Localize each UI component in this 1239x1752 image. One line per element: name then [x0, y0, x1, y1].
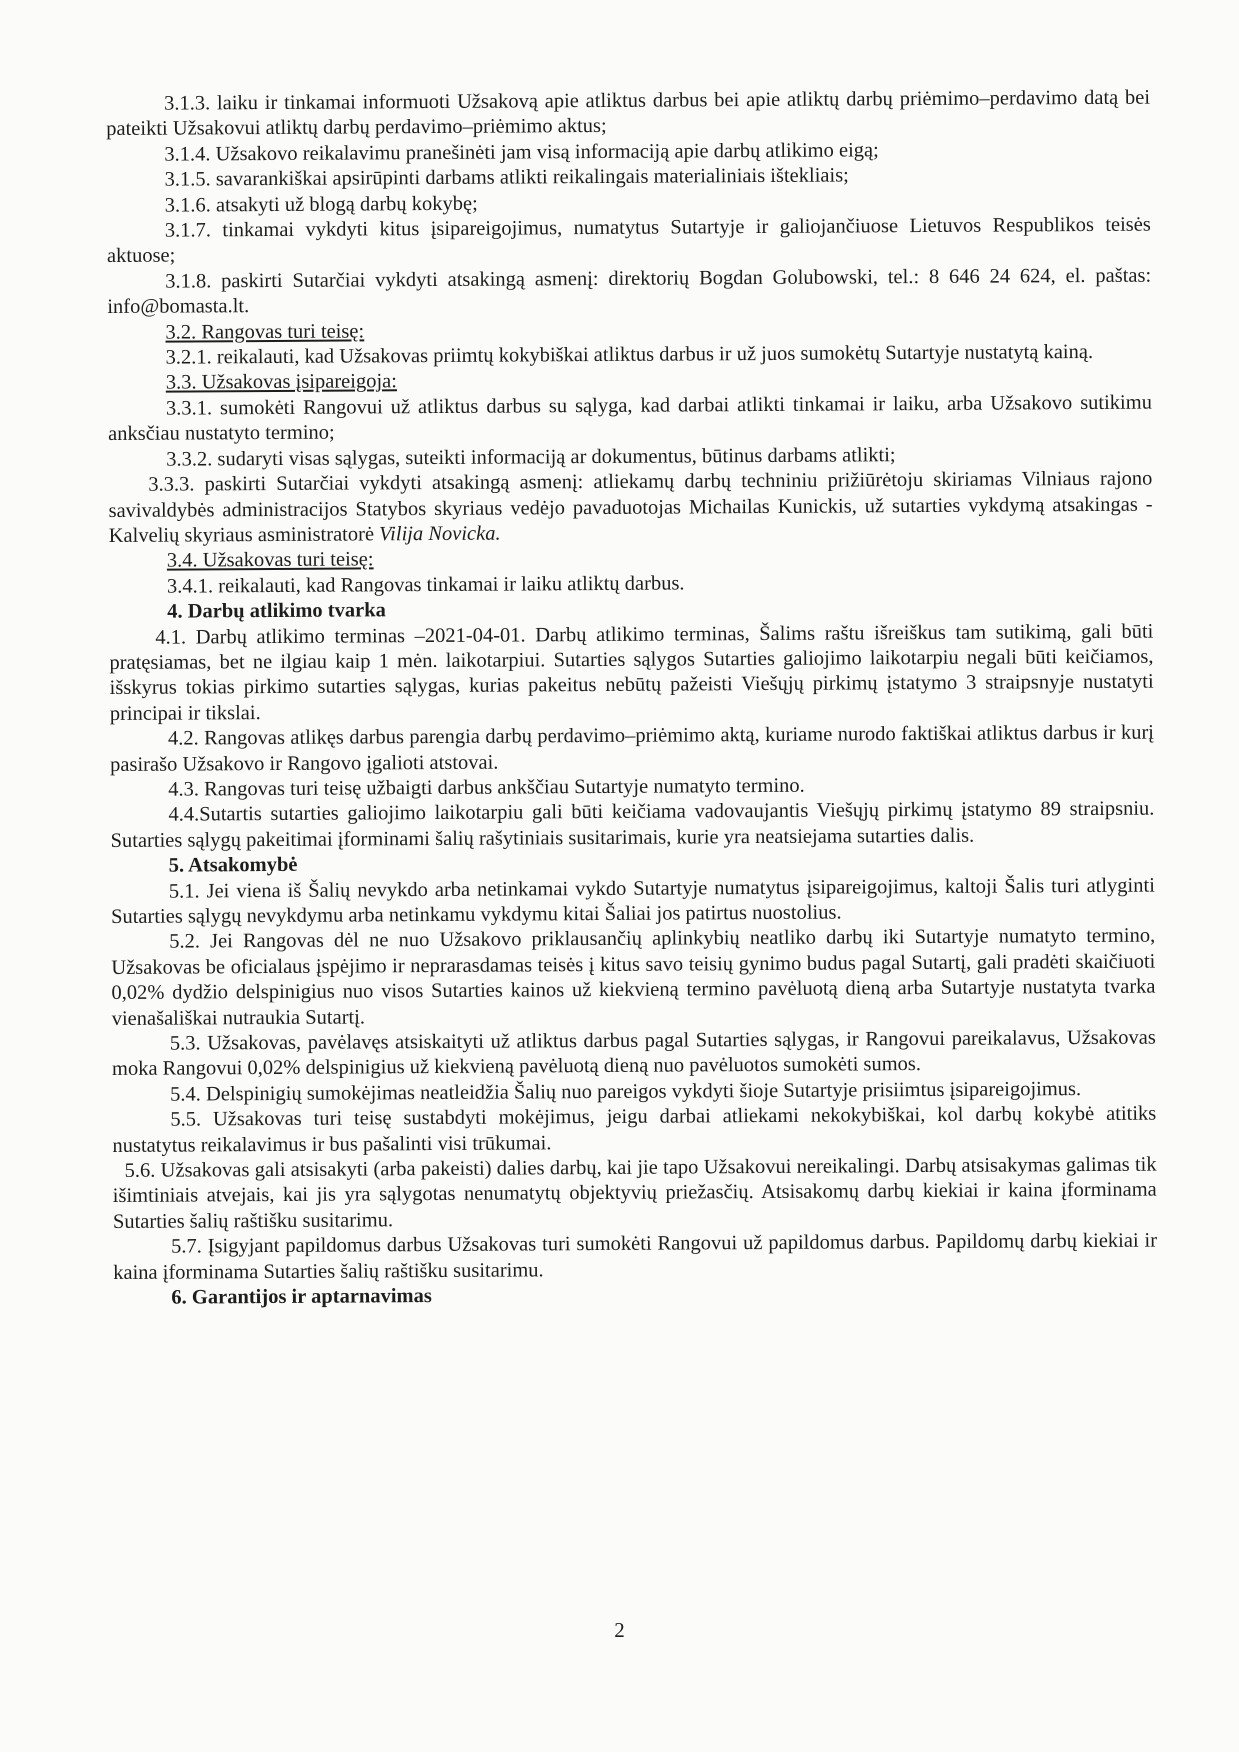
administrator-name: Vilija Novicka. — [379, 522, 501, 546]
clause-4-4: 4.4.Sutartis sutarties galiojimo laikotarpiu gali būti keičiama vadovaujantis Viešųjų pirkimų įstatymo 89 straipsniu. Sutarties sąlygų pakeitimai įforminami šalių rašytiniais susitarimais, kurie yra neatsiejama sutarties dalis. — [110, 797, 1155, 852]
clause-3-1-7: 3.1.7. tinkamai vykdyti kitus įsipareigojimus, numatytus Sutartyje ir galiojančiuose Lietuvos Respublikos teisės aktuose; — [106, 213, 1151, 268]
clause-3-3-2: 3.3.2. sudaryti visas sąlygas, suteikti informaciją ar dokumentus, būtinus darbams atlikti; — [166, 443, 896, 471]
clause-5-3: 5.3. Užsakovas, pavėlavęs atsiskaityti už atliktus darbus pagal Sutarties sąlygas, ir Rangovui pareikalavus, Užsakovas moka Rangovui 0,02% delspinigius už kiekvieną pavėluotą dieną nuo pavėluotos sumokėti sumos. — [111, 1026, 1156, 1081]
clause-5-1: 5.1. Jei viena iš Šalių nevykdo arba netinkamai vykdo Sutartyje numatytus įsipareigojimus, kaltoji Šalis turi atlyginti Sutarties sąlygų nevykdymu arba netinkamu vykdymu kitai Šaliai jos patirtus nuostolius. — [110, 874, 1155, 928]
clause-4-1: 4.1. Darbų atlikimo terminas –2021-04-01. Darbų atlikimo terminas, Šalims raštu išreiškus tam sutikimą, gali būti pratęsiamas, bet ne ilgiau kaip 1 mėn. laikotarpiui. Sutarties sąlygos Sutarties galiojimo laikotarpiu negali būti keičiamos, išskyrus tokias pirkimo sutarties sąlygas, kurias pakeitus nebūtų pažeisti Viešųjų pirkimų įstatymo 3 straipsnyje nustatyti principai ir tikslai. — [109, 620, 1154, 725]
clause-3-1-8: 3.1.8. paskirti Sutarčiai vykdyti atsakingą asmenį: direktorių Bogdan Golubowski, tel.: 8 646 24 624, el. paštas: info@bomasta.lt. — [107, 264, 1152, 319]
clause-5-4: 5.4. Delspinigių sumokėjimas neatleidžia Šalių nuo pareigos vykdyti šioje Sutartyje prisiimtus įsipareigojimus. — [170, 1077, 1082, 1106]
clause-3-1-4: 3.1.4. Užsakovo reikalavimu pranešinėti jam visą informaciją apie darbų atlikimo eigą; — [164, 139, 879, 166]
section-3-2-heading: 3.2. Rangovas turi teisę: — [165, 320, 365, 344]
clause-3-1-6: 3.1.6. atsakyti už blogą darbų kokybę; — [164, 192, 478, 217]
clause-3-2-1: 3.2.1. reikalauti, kad Užsakovas priimtų kokybiškai atliktus darbus ir už juos sumokėtų Sutartyje nustatytą kainą. — [165, 341, 1094, 369]
contract-text — [106, 86, 1157, 1312]
clause-3-3-3: 3.3.3. paskirti Sutarčiai vykdyti atsakingą asmenį: atliekamų darbų techniniu prižiūrėtoju skiriamas Vilniaus rajono savivaldybės administracijos Statybos skyriaus vedėjo pavaduotojas Michailas Kunickis, už sutarties vykdymą atsakingas - Kalvelių skyriaus asministratorė Vilija Novicka. — [108, 467, 1153, 547]
clause-5-6: 5.6. Užsakovas gali atsisakyti (arba pakeisti) dalies darbų, kai jie tapo Užsakovui nereikalingi. Darbų atsisakymas galimas tik išimtiniais atvejais, kai jis yra sąlygotas nenumatytų objektyvių priežasčių. Atsisakomų darbų kiekiai ir kaina įforminama Sutarties šalių raštišku susitarimu. — [112, 1153, 1157, 1233]
clause-3-4-1: 3.4.1. reikalauti, kad Rangovas tinkamai ir laiku atliktų darbus. — [166, 572, 685, 598]
clause-4-2: 4.2. Rangovas atlikęs darbus parengia darbų perdavimo–priėmimo aktą, kuriame nurodo faktiškai atliktus darbus ir kurį pasirašo Užsakovo ir Rangovo įgalioti atstovai. — [110, 721, 1155, 776]
clause-3-3-1: 3.3.1. sumokėti Rangovui už atliktus darbus su sąlyga, kad darbai atlikti tinkamai ir laiku, arba Užsakovo sutikimu anksčiau nustatyto termino; — [108, 391, 1152, 446]
section-6-heading: 6. Garantijos ir aptarnavimas — [171, 1285, 432, 1309]
clause-4-3: 4.3. Rangovas turi teisę užbaigti darbus ankščiau Sutartyje numatyto termino. — [168, 774, 805, 801]
section-5-heading: 5. Atsakomybė — [168, 854, 298, 877]
clause-3-1-3: 3.1.3. laiku ir tinkamai informuoti Užsakovą apie atliktus darbus bei apie atliktų darbų priėmimo–perdavimo datą bei pateikti Užsakovui atliktų darbų perdavimo–priėmimo aktus; — [106, 86, 1151, 141]
clause-5-7: 5.7. Įsigyjant papildomus darbus Užsakovas turi sumokėti Rangovui už papildomus darbus. Papildomų darbų kiekiai ir kaina įforminama Sutarties šalių raštišku susitarimu. — [113, 1229, 1158, 1284]
clause-5-5: 5.5. Užsakovas turi teisę sustabdyti mokėjimus, jeigu darbai atliekami nekokybiškai, kol darbų kokybė atitiks nustatytus reikalavimus ir bus pašalinti visi trūkumai. — [112, 1102, 1157, 1157]
clause-5-2: 5.2. Jei Rangovas dėl ne nuo Užsakovo priklausančių aplinkybių neatliko darbų iki Sutartyje numatyto termino, Užsakovas be oficialaus įspėjimo ir neprarasdamas teisės į kitus savo teisių gynimo budus pagal Sutartį, gali pradėti skaičiuoti 0,02% dydžio delspinigius nuo visos Sutarties kainos už kiekvieną termino pavėluotą dieną arba Sutartyje nustatyta tvarka vienašališkai nutraukia Sutartį. — [111, 925, 1156, 1030]
section-4-heading: 4. Darbų atlikimo tvarka — [167, 599, 386, 623]
section-3-3-heading: 3.3. Užsakovas įsipareigoja: — [165, 370, 397, 395]
section-3-4-heading: 3.4. Užsakovas turi teisę: — [166, 548, 374, 572]
page-number: 2 — [614, 1618, 625, 1642]
clause-3-1-5: 3.1.5. savarankiškai apsirūpinti darbams atlikti reikalingais materialiniais ištekliais; — [164, 164, 849, 191]
